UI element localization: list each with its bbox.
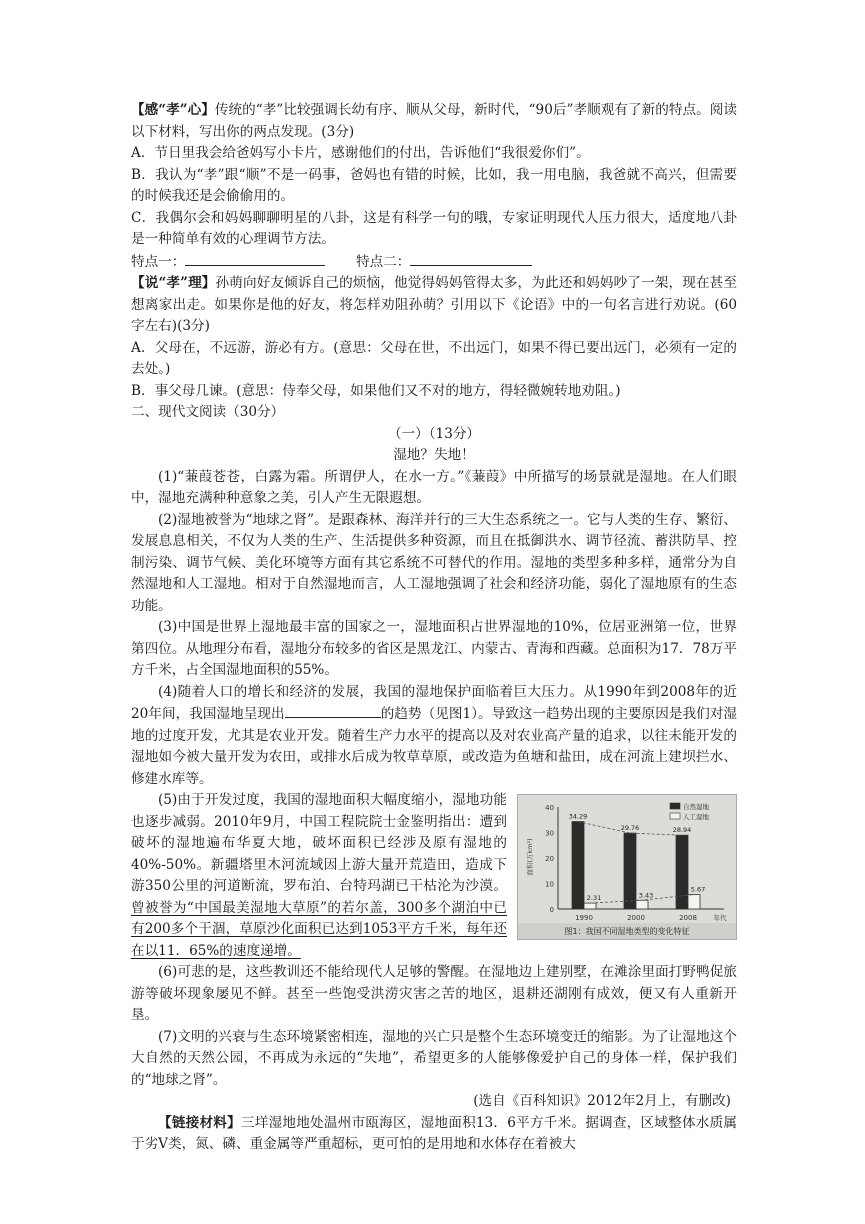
paragraph-2: (2)湿地被誉为“地球之肾”。是跟森林、海洋并行的三大生态系统之一。它与人类的生存、繁衍、发展息息相关，不仅为人类的生产、生活提供多种资源，而且在抵御洪水、调节径流、蓄洪防旱、控制污染、调节气候、美化环境等方面有其它系统不可替代的作用。湿地的类型多种多样，通常分为自然湿地和人工湿地。相对于自然湿地而言，人工湿地强调了社会和经济功能，弱化了湿地原有的生态功能。 — [131, 511, 737, 614]
question-gan-xiao — [131, 100, 737, 143]
legend-label: 自然湿地 — [683, 803, 709, 811]
quote-a: A．父母在，不远游，游必有方。(意思：父母在世，不出远门，如果不得已要出远门，必须有一定的去处。) — [131, 339, 737, 377]
link-text: 三垟湿地地处温州市瓯海区，湿地面积13．6平方千米。据调查，区域整体水质属于劣Ⅴ类，氮、磷、重金属等严重超标，更可怕的是用地和水体存在着被大 — [131, 1114, 738, 1152]
y-tick-label: 10 — [545, 880, 554, 889]
y-axis-label: 面积(万km²) — [526, 838, 534, 876]
quote-b: B．事父母几谏。(意思：侍奉父母，如果他们又不对的地方，得轻微婉转地劝阻。) — [131, 382, 621, 399]
paragraph-6: (6)可悲的是，这些教训还不能给现代人足够的警醒。在湿地边上建别墅，在滩涂里面打野鸭促旅游等破坏现象屡见不鲜。甚至一些饱受洪涝灾害之苦的地区，退耕还湖刚有成效，便又有人重新开垦。 — [131, 964, 737, 1023]
link-label: 【链接材料】 — [158, 1114, 241, 1131]
y-tick-label: 40 — [545, 804, 554, 812]
paragraph-4 — [131, 682, 737, 791]
bar-artificial — [584, 903, 596, 909]
legend-label: 人工湿地 — [683, 813, 709, 821]
link-material — [131, 1113, 737, 1156]
article-title: 湿地？失地！ — [393, 447, 475, 463]
bar-natural — [624, 833, 636, 909]
feature-2-label: 特点二： — [356, 253, 411, 270]
option-b: B．我认为“孝”跟“顺”不是一码事，爸妈也有错的时候，比如，我一用电脑，我爸就不高兴，但需要的时候我还是会偷偷用的。 — [131, 166, 737, 204]
question-label: 【说“孝”理】 — [131, 275, 216, 291]
paragraph-4-part-b: 的趋势（见图1）。导致这一趋势出现的主要原因是我们对湿地的过度开发，尤其是农业开发。随着生产力水平的提高以及对农业高产量的追求，以往未能开发的湿地如今被大量开发为农田，或排水后成为牧草草原，或改造为鱼塘和盐田，成在河流上建坝拦水、修建水库等。 — [131, 706, 737, 787]
y-tick-label: 0 — [549, 906, 554, 914]
paragraph-7: (7)文明的兴衰与生态环境紧密相连，湿地的兴亡只是整个生态环境变迁的缩影。为了让湿地这个大自然的天然公园，不再成为永远的“失地”，希望更多的人能够像爱护自己的身体一样，保护我们的“地球之肾”。 — [131, 1028, 737, 1088]
document-body — [131, 100, 737, 1156]
x-tick-label: 2008 — [679, 914, 697, 922]
paragraph-1: (1)“蒹葭苍苍，白露为霜。所谓伊人，在水一方。”《蒹葭》中所描写的场景就是湿地。在人们眼中，湿地充满种种意象之美，引人产生无限遐想。 — [131, 468, 737, 506]
data-label: 28.94 — [672, 826, 692, 835]
wetland-bar-chart — [518, 795, 736, 939]
option-a: A．节日里我会给爸妈写小卡片，感谢他们的付出，告诉他们“我很爱你们”。 — [131, 145, 590, 161]
bar-natural — [676, 835, 688, 909]
chart-title: 图1：我国不同湿地类型的变化特征 — [564, 927, 690, 936]
figure-1-chart — [517, 794, 737, 940]
option-c: C．我偶尔会和妈妈聊聊明星的八卦，这是有科学一句的哦，专家证明现代人压力很大，适度地八卦是一种简单有效的心理调节方法。 — [131, 209, 737, 247]
question-text: 孙萌向好友倾诉自己的烦恼，他觉得妈妈管得太多，为此还和妈妈吵了一架，现在甚至想离家出走。如果你是他的好友，将怎样劝阻孙萌？引用以下《论语》中的一句名言进行劝说。(60字左右)(3分) — [131, 275, 738, 334]
section-heading: 二、现代文阅读（30分） — [131, 404, 285, 420]
question-label: 【感“孝”心】 — [131, 102, 215, 118]
question-shuo-xiao — [131, 273, 737, 338]
feature-1-label: 特点一： — [131, 253, 186, 270]
question-text: 传统的“孝”比较强调长幼有序、顺从父母，新时代，“90后”孝顺观有了新的特点。阅读以下材料，写出你的两点发现。(3分) — [131, 102, 737, 140]
y-tick-label: 20 — [545, 855, 554, 863]
data-label: 3.43 — [638, 891, 654, 900]
legend-swatch — [670, 803, 680, 809]
x-tick-label: 1990 — [575, 914, 593, 922]
bar-artificial — [688, 895, 700, 909]
bar-artificial — [636, 900, 648, 909]
paragraph-5-underlined: 曾被誉为“中国最美湿地大草原”的若尔盖，300多个湖泊中已有200多个干涸，草原沙化面积已达到1053平方千米，每年还在以11．65%的速度递增。 — [131, 899, 507, 959]
paragraph-3: (3)中国是世界上湿地最丰富的国家之一，湿地面积占世界湿地的10%，位居亚洲第一位，世界第四位。从地理分布看，湿地分布较多的省区是黑龙江、内蒙古、青海和西藏。总面积为17．78万平方千米，占全国湿地面积的55%。 — [131, 619, 737, 678]
data-label: 2.31 — [586, 894, 602, 903]
feature-1-blank[interactable] — [185, 251, 325, 266]
bar-natural — [572, 822, 584, 909]
data-label: 29.76 — [620, 824, 640, 833]
paragraph-4-part-a: (4)随着人口的增长和经济的发展，我国的湿地保护面临着巨大压力。从1990年到2008年的近20年间，我国湿地呈现出 — [131, 683, 737, 722]
feature-answer-line — [131, 251, 737, 274]
y-tick-label: 30 — [545, 829, 554, 838]
feature-2-blank[interactable] — [410, 251, 532, 266]
source-note: (选自《百科知识》2012年2月上，有删改) — [473, 1093, 731, 1109]
x-tick-label: 2000 — [627, 914, 645, 922]
data-label: 34.29 — [568, 812, 588, 821]
legend-swatch — [670, 813, 680, 819]
subsection-heading: （一）（13分） — [387, 425, 481, 442]
data-label: 5.67 — [690, 885, 706, 894]
trend-answer-blank[interactable] — [285, 703, 381, 718]
x-axis-label: 年代 — [713, 914, 727, 922]
paragraph-5-text: (5)由于开发过度，我国的湿地面积大幅度缩小，湿地功能也逐步减弱。2010年9月，中国工程院院士金鉴明指出：遭到破坏的湿地遍布华夏大地，破坏面积已经涉及原有湿地的40%-50%。新疆塔里木河流域因上游大量开荒造田，造成下游350公里的河道断流，罗布泊、台特玛湖已干枯沦为沙漠。 — [131, 792, 507, 894]
